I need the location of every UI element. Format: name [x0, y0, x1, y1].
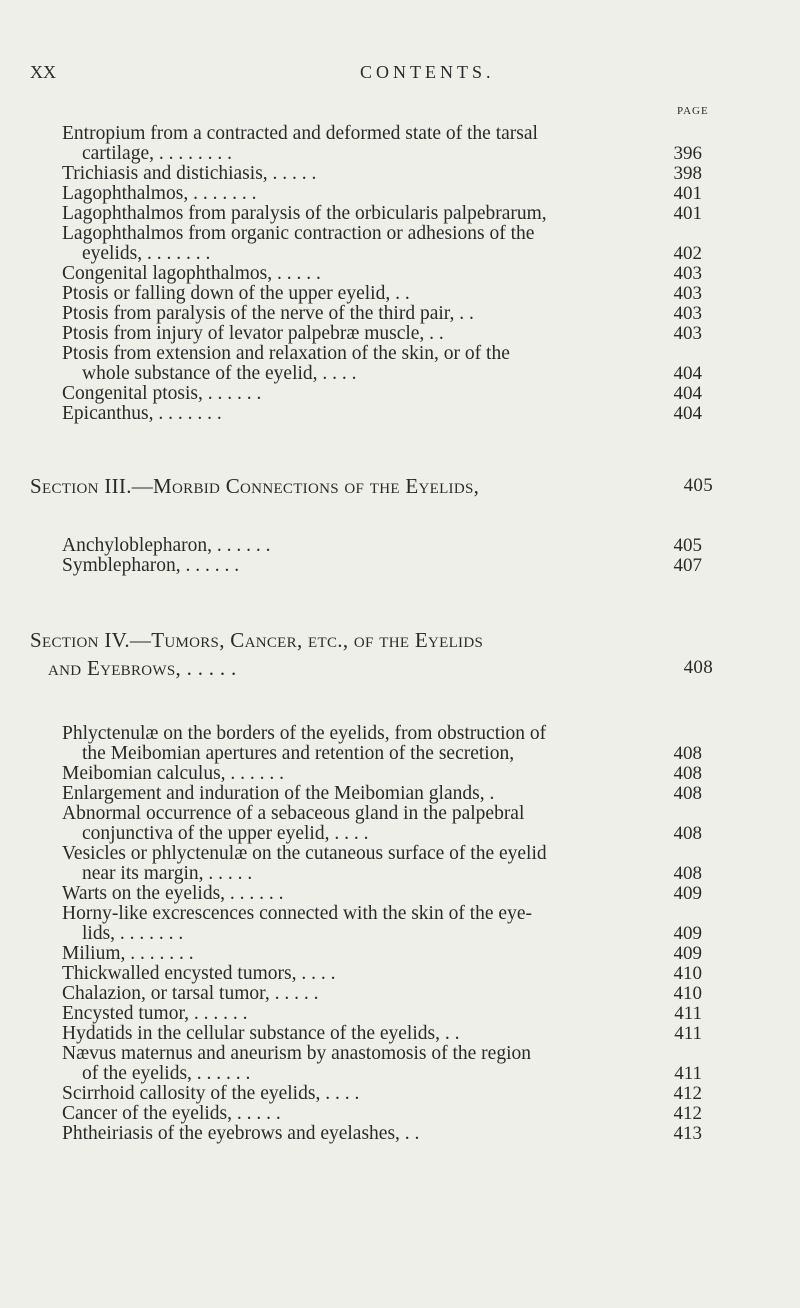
- entry-page: 412: [673, 1083, 702, 1104]
- entry-text: Symblepharon, . . . . . .: [62, 555, 240, 576]
- toc-entry: [62, 264, 702, 284]
- entry-page: 401: [673, 183, 702, 204]
- entry-text-continued: of the eyelids, . . . . . .: [82, 1063, 251, 1084]
- entry-text: Trichiasis and distichiasis, . . . . .: [62, 163, 317, 184]
- toc-entry: [62, 536, 702, 556]
- entry-page: 410: [673, 983, 702, 1004]
- section-page: 405: [683, 475, 713, 496]
- entry-text: Ptosis from paralysis of the nerve of the third pair, . .: [62, 303, 474, 324]
- toc-entry: [62, 784, 702, 804]
- section-heading: [30, 626, 713, 682]
- entry-text: Phtheiriasis of the eyebrows and eyelashes, . .: [62, 1123, 420, 1144]
- entry-page: 403: [673, 303, 702, 324]
- toc-entry: [62, 556, 702, 576]
- section-title-continued: and Eyebrows, . . . . .: [48, 656, 237, 680]
- entry-page: 404: [673, 383, 702, 404]
- entry-page: 404: [673, 363, 702, 384]
- entry-page: 408: [673, 863, 702, 884]
- entry-page: 408: [673, 763, 702, 784]
- section-page: 408: [683, 657, 713, 678]
- entry-text: Scirrhoid callosity of the eyelids, . . . .: [62, 1083, 360, 1104]
- entry-text: Lagophthalmos from paralysis of the orbicularis palpebrarum,: [62, 203, 547, 224]
- entry-text: Milium, . . . . . . .: [62, 943, 194, 964]
- entry-text: Enlargement and induration of the Meibomian glands, .: [62, 783, 495, 804]
- toc-entry: [62, 1024, 702, 1044]
- entry-page: 403: [673, 263, 702, 284]
- toc-entry: [62, 904, 702, 944]
- entry-page: 410: [673, 963, 702, 984]
- toc-entry: [62, 384, 702, 404]
- toc-entry: [62, 964, 702, 984]
- entry-text: Nævus maternus and aneurism by anastomosis of the region: [62, 1043, 531, 1064]
- entry-page: 412: [673, 1103, 702, 1124]
- entry-text: Thickwalled encysted tumors, . . . .: [62, 963, 336, 984]
- entry-text: Congenital ptosis, . . . . . .: [62, 383, 262, 404]
- entry-page: 398: [673, 163, 702, 184]
- page-number: XX: [30, 62, 56, 82]
- toc-entry: [62, 1104, 702, 1124]
- entry-page: 403: [673, 323, 702, 344]
- toc-entry: [62, 944, 702, 964]
- toc-entry: [62, 204, 702, 224]
- section-title: Section IV.—Tumors, Cancer, etc., of the Eyelids: [30, 628, 484, 652]
- entry-text: Ptosis from injury of levator palpebræ muscle, . .: [62, 323, 444, 344]
- running-title: CONTENTS.: [360, 62, 495, 82]
- toc-entry: [62, 224, 702, 264]
- entry-text-continued: the Meibomian apertures and retention of the secretion,: [82, 743, 515, 764]
- entry-text-continued: conjunctiva of the upper eyelid, . . . .: [82, 823, 369, 844]
- entry-text-continued: cartilage, . . . . . . . .: [82, 143, 232, 164]
- toc-entry: [62, 284, 702, 304]
- entry-text-continued: whole substance of the eyelid, . . . .: [82, 363, 357, 384]
- entry-page: 396: [673, 143, 702, 164]
- entry-text-continued: near its margin, . . . . .: [82, 863, 253, 884]
- entry-text: Cancer of the eyelids, . . . . .: [62, 1103, 281, 1124]
- entry-page: 411: [674, 1003, 702, 1024]
- toc-entry: [62, 324, 702, 344]
- entry-text: Hydatids in the cellular substance of the eyelids, . .: [62, 1023, 460, 1044]
- entry-page: 408: [673, 743, 702, 764]
- entry-text: Ptosis or falling down of the upper eyelid, . .: [62, 283, 410, 304]
- page-head: [30, 62, 770, 92]
- section-title: Section III.—Morbid Connections of the Eyelids,: [30, 474, 480, 498]
- toc-entry: [62, 304, 702, 324]
- entry-text: Epicanthus, . . . . . . .: [62, 403, 222, 424]
- entry-text: Horny-like excrescences connected with the skin of the eye-: [62, 903, 532, 924]
- section-heading: [30, 472, 713, 500]
- toc-entry: [62, 344, 702, 384]
- page-column-label: PAGE: [677, 105, 709, 117]
- entry-page: 407: [673, 555, 702, 576]
- toc-entry: [62, 1044, 702, 1084]
- entry-text-continued: eyelids, . . . . . . .: [82, 243, 211, 264]
- entry-text: Chalazion, or tarsal tumor, . . . . .: [62, 983, 319, 1004]
- entry-text: Entropium from a contracted and deformed state of the tarsal: [62, 123, 538, 144]
- entry-text: Lagophthalmos, . . . . . . .: [62, 183, 257, 204]
- entry-text: Phlyctenulæ on the borders of the eyelids, from obstruction of: [62, 723, 547, 744]
- toc-entry: [62, 984, 702, 1004]
- toc-entry: [62, 844, 702, 884]
- entry-page: 411: [674, 1063, 702, 1084]
- entry-text: Meibomian calculus, . . . . . .: [62, 763, 285, 784]
- entry-page: 408: [673, 823, 702, 844]
- toc-entry: [62, 124, 702, 164]
- entry-text: Abnormal occurrence of a sebaceous gland in the palpebral: [62, 803, 525, 824]
- entry-page: 413: [673, 1123, 702, 1144]
- entry-page: 409: [673, 923, 702, 944]
- toc-entry: [62, 404, 702, 424]
- toc-entry: [62, 804, 702, 844]
- entry-page: 401: [673, 203, 702, 224]
- entry-page: 404: [673, 403, 702, 424]
- entry-page: 411: [674, 1023, 702, 1044]
- entry-text: Ptosis from extension and relaxation of the skin, or of the: [62, 343, 510, 364]
- toc-entry: [62, 724, 702, 764]
- toc-entry: [62, 1004, 702, 1024]
- entry-text: Warts on the eyelids, . . . . . .: [62, 883, 284, 904]
- entry-text: Congenital lagophthalmos, . . . . .: [62, 263, 321, 284]
- entry-text: Lagophthalmos from organic contraction or adhesions of the: [62, 223, 535, 244]
- toc-entry: [62, 164, 702, 184]
- entry-page: 402: [673, 243, 702, 264]
- entry-text: Vesicles or phlyctenulæ on the cutaneous surface of the eyelid: [62, 843, 547, 864]
- entry-text-continued: lids, . . . . . . .: [82, 923, 184, 944]
- toc-entry: [62, 884, 702, 904]
- toc-entry: [62, 184, 702, 204]
- entry-text: Encysted tumor, . . . . . .: [62, 1003, 248, 1024]
- entry-text: Anchyloblepharon, . . . . . .: [62, 535, 271, 556]
- entry-page: 405: [673, 535, 702, 556]
- entry-page: 408: [673, 783, 702, 804]
- toc-entry: [62, 764, 702, 784]
- entry-page: 409: [673, 883, 702, 904]
- toc-entry: [62, 1124, 702, 1144]
- toc-entry: [62, 1084, 702, 1104]
- entry-page: 403: [673, 283, 702, 304]
- entry-page: 409: [673, 943, 702, 964]
